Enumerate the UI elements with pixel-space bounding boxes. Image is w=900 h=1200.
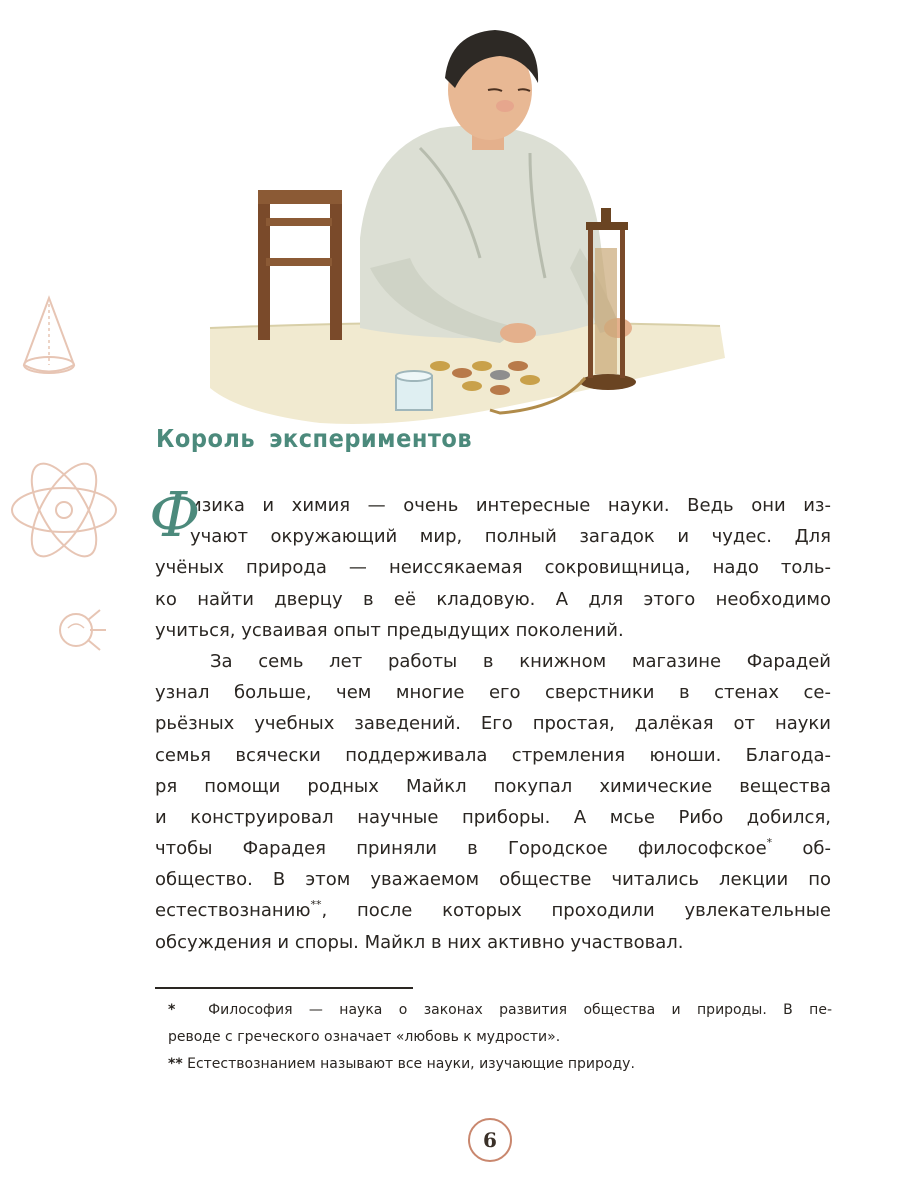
line-text: ство. В этом уважаемом обществе читались лекции по	[205, 869, 831, 891]
paragraph-line: учёных природа — неиссякаемая сокровищница, надо толь-	[155, 557, 831, 579]
footnote-ref-2: **	[310, 898, 322, 912]
heading-word-1: Король	[156, 424, 256, 453]
paragraph-line: За семь лет работы в книжном магазине Фарадей	[210, 650, 831, 672]
footnote-text: Философия — наука о законах развития общества и природы. В пе-	[208, 1002, 832, 1018]
line-text-start: обще	[155, 869, 206, 891]
lightbulb-icon	[48, 598, 128, 658]
footnote-2	[168, 1051, 832, 1078]
paragraph-1	[149, 478, 831, 646]
paragraph-line: учают окружающий мир, полный загадок и чудес. Для	[190, 526, 831, 548]
paragraph-line	[155, 895, 831, 926]
paragraph-line: изика и химия — очень интересные науки. Ведь они из-	[190, 495, 831, 516]
footnote-1-line-2: реводе с греческого означает «любовь к мудрости».	[168, 1029, 561, 1045]
paragraph-line: и конструировал научные приборы. А мсье Рибо добился,	[155, 806, 831, 828]
paragraph-line: узнал больше, чем многие его сверстники в стенах се-	[155, 682, 831, 704]
line-text: естествознанию	[155, 900, 311, 922]
cone-icon	[14, 290, 84, 385]
chapter-heading	[156, 424, 472, 453]
footnote-divider	[155, 987, 413, 989]
atom-icon	[4, 440, 124, 580]
paragraph-line: обсуждения и споры. Майкл в них активно участвовал.	[155, 931, 684, 953]
footnote-marker: **	[168, 1056, 183, 1072]
line-text: , после которых проходили увлекательные	[321, 900, 831, 922]
paragraph-line: ко найти дверцу в её кладовую. А для этого необходимо	[155, 588, 831, 610]
paragraph-line	[155, 864, 831, 895]
footnote-text: Естествознанием называют все науки, изучающие природу.	[187, 1056, 635, 1072]
water-glass	[396, 371, 432, 410]
heading-word-2: экспериментов	[269, 424, 473, 453]
footnotes	[168, 997, 832, 1078]
footnote-1-line-1	[168, 997, 832, 1024]
drop-cap: Ф	[149, 478, 201, 551]
line-text: чтобы Фарадея приняли в Городское философское	[155, 838, 767, 860]
paragraph-2	[155, 646, 831, 958]
paragraph-line: ря помощи родных Майкл покупал химические вещества	[155, 775, 831, 797]
footnote-ref-1: *	[766, 836, 773, 850]
paragraph-line: учиться, усваивая опыт предыдущих поколений.	[155, 619, 624, 641]
body-text	[149, 478, 831, 958]
paragraph-line	[155, 833, 831, 864]
paragraph-line: семья всячески поддерживала стремления юноши. Благода-	[155, 744, 831, 766]
paragraph-line: рьёзных учебных заведений. Его простая, далёкая от науки	[155, 713, 831, 735]
line-text-end: об-	[802, 838, 831, 860]
page-number: 6	[468, 1118, 512, 1162]
footnote-marker: *	[168, 1002, 176, 1018]
faraday-experiment-illustration	[200, 28, 740, 448]
